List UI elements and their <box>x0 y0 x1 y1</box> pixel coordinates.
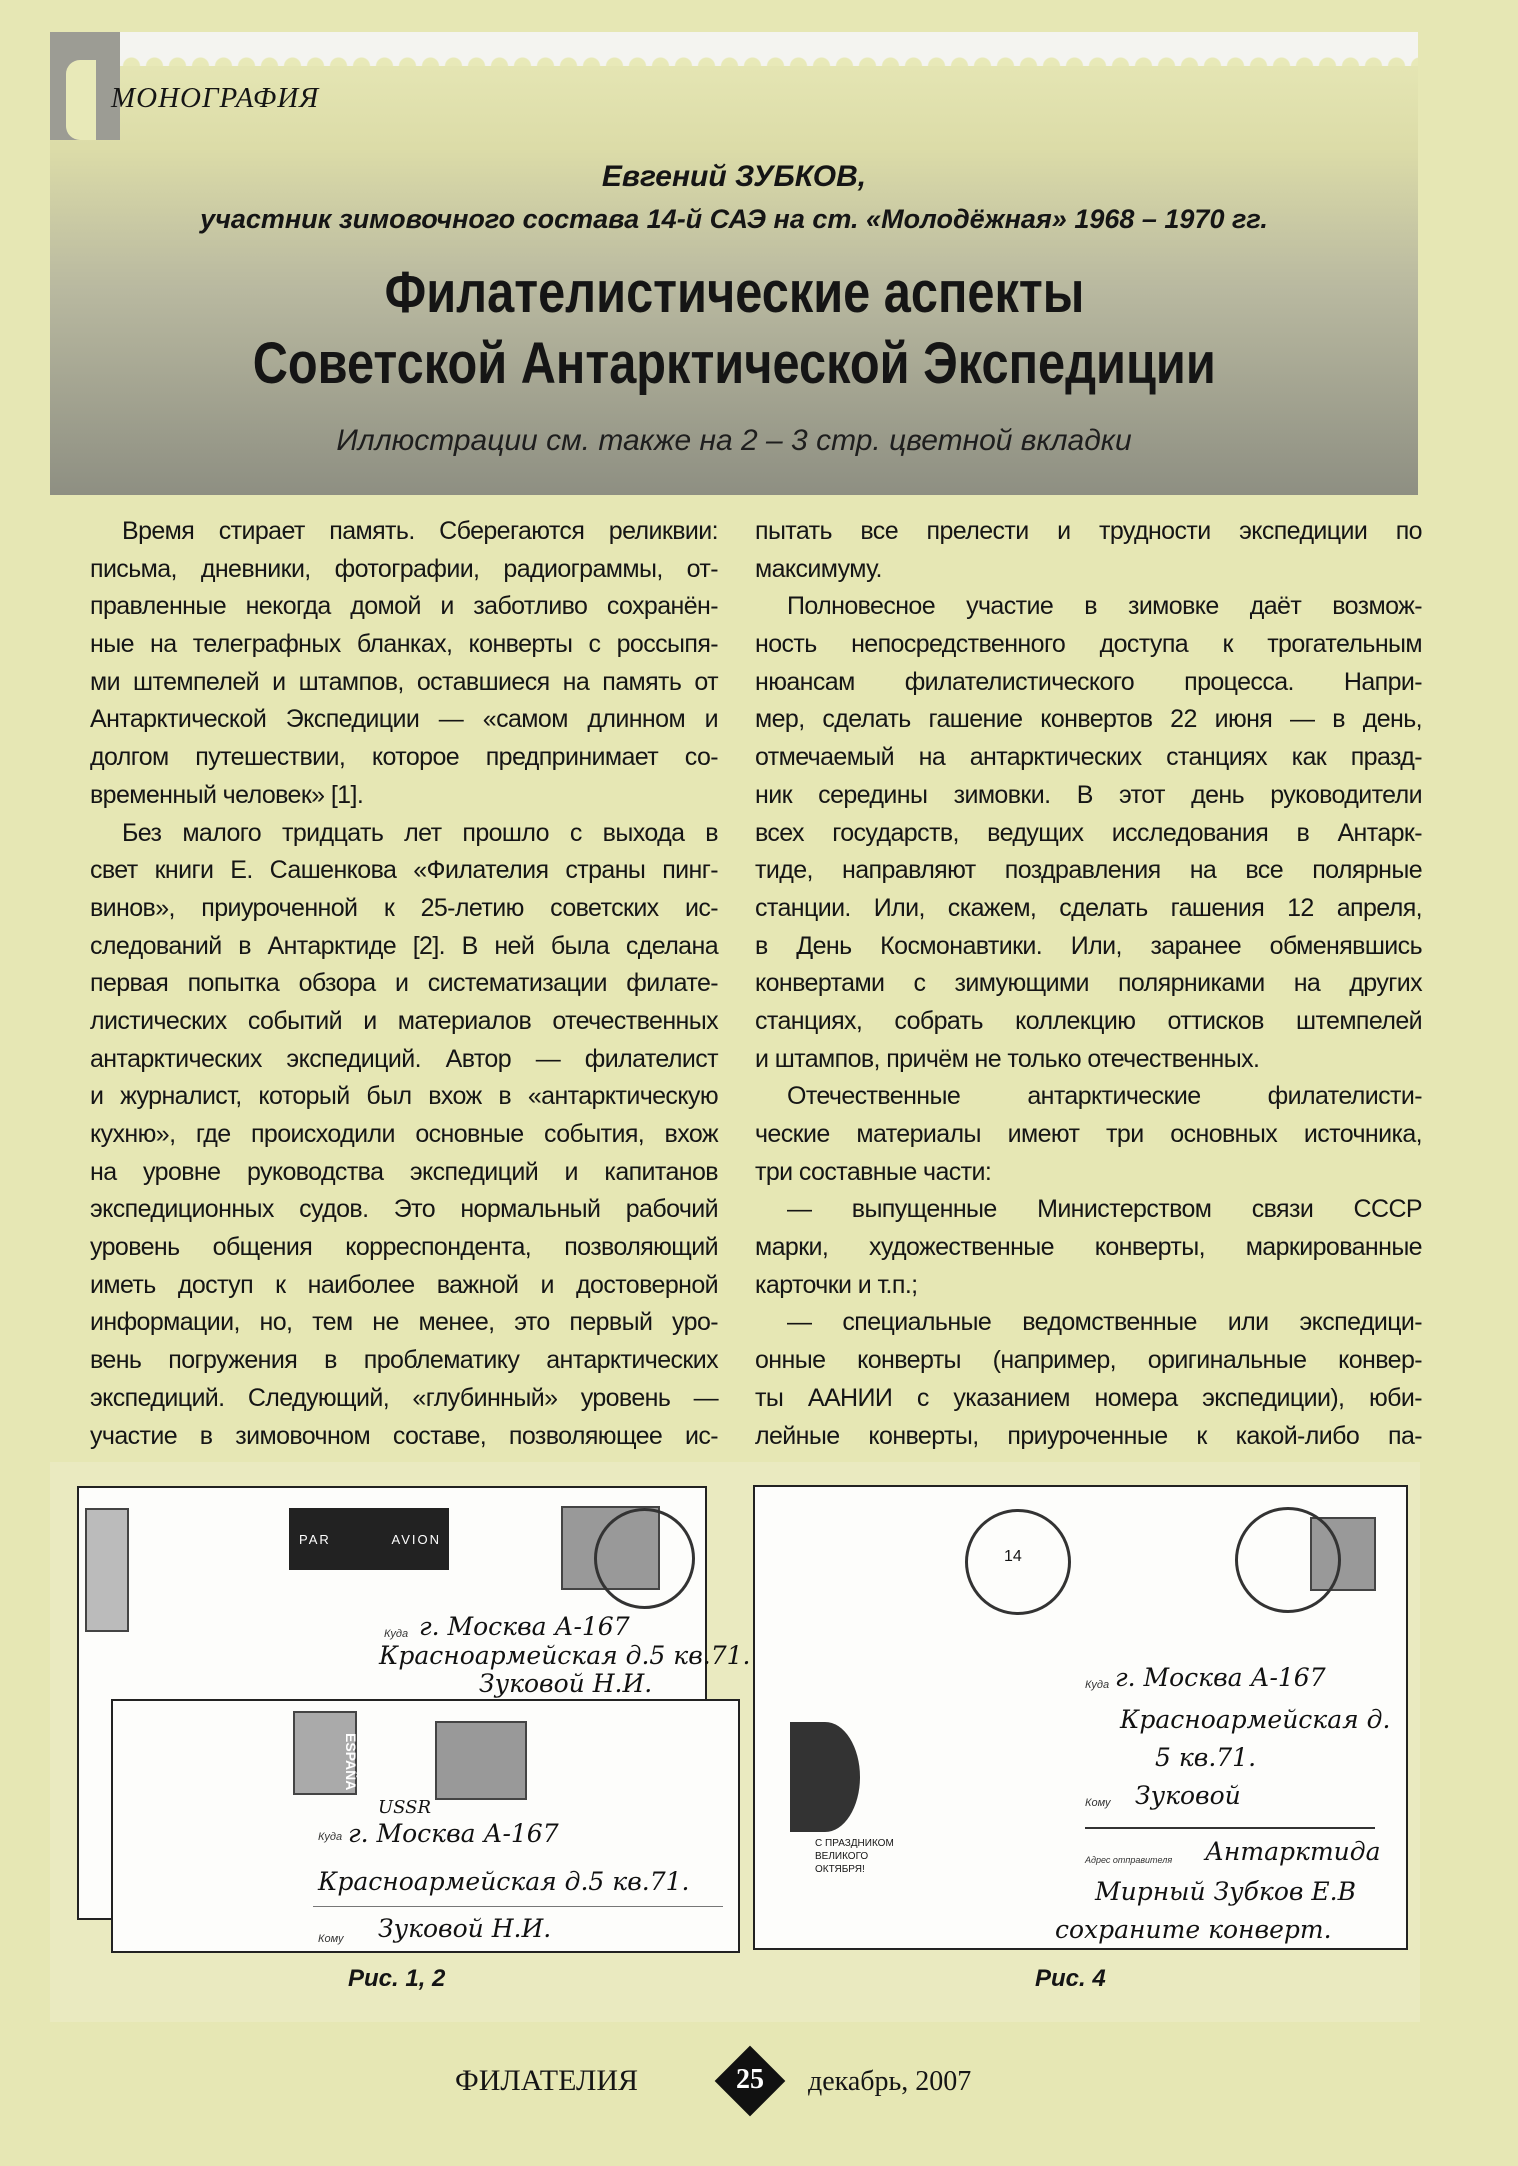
title-text: Советской Антарктической Экспедиции <box>252 331 1216 396</box>
text-line: — выпущенные Министерством связи СССР <box>787 1195 1422 1224</box>
text-line: листических событий и материалов отечественных <box>90 1006 718 1035</box>
avion-text: AVION <box>391 1532 441 1547</box>
text-line: экспедиционных судов. Это нормальный рабочий <box>90 1195 718 1224</box>
text-line: и журналист, который был вхож в «антарктическую <box>90 1082 718 1111</box>
text-line: тиде, направляют поздравления на все полярные <box>755 856 1422 885</box>
author-affiliation: участник зимовочного состава 14-й САЭ на ст. «Молодёжная» 1968 – 1970 гг. <box>200 204 1268 234</box>
spain-stamp <box>293 1711 357 1795</box>
text-line: иметь доступ к наиболее важной и достоверной <box>90 1270 718 1299</box>
figure-caption-left: Рис. 1, 2 <box>348 1965 446 1992</box>
text-line: отмечаемый на антарктических станциях как празд- <box>755 743 1422 772</box>
article-author: Евгений ЗУБКОВ, <box>601 160 867 193</box>
handwritten-name: Зуковой Н.И. <box>378 1914 552 1943</box>
text-line: временный человек» [1]. <box>90 780 364 809</box>
text-line: ные на телеграфных бланках, конверты с россыпя- <box>90 630 718 659</box>
text-line: экспедиций. Следующий, «глубинный» уровень — <box>90 1383 718 1412</box>
text-line: ты ААНИИ с указанием номера экспедиции), юби- <box>755 1383 1422 1412</box>
text-line: марки, художественные конверты, маркированные <box>755 1233 1422 1262</box>
text-line: ми штемпелей и штампов, оставшиеся на память от <box>90 667 718 696</box>
text-line: станции. Или, скажем, сделать гашения 12 апреля, <box>755 893 1422 922</box>
text-line: онные конверты (например, оригинальные конвер- <box>755 1346 1422 1375</box>
handwritten-address: Красноармейская д.5 кв.71. <box>318 1867 690 1896</box>
text-line: максимуму. <box>755 554 882 583</box>
rubric-label: МОНОГРАФИЯ <box>111 82 320 114</box>
label-to: Куда <box>384 1628 409 1640</box>
issue-date: декабрь, 2007 <box>808 2066 972 2097</box>
text-line: в День Космонавтики. Или, заранее обменявшись <box>755 931 1422 960</box>
handwritten-country: USSR <box>378 1797 432 1818</box>
figure-envelope-2 <box>111 1699 740 1953</box>
text-line: Отечественные антарктические филателисти- <box>787 1082 1422 1111</box>
text-line: ник середины зимовки. В этот день руководители <box>755 780 1422 809</box>
envelope-art <box>790 1722 860 1832</box>
greeting-line: С ПРАЗДНИКОМ <box>815 1838 894 1849</box>
label-sender: Адрес отправителя <box>1085 1855 1173 1865</box>
text-line: долгом путешествии, которое предпринимает со- <box>90 743 718 772</box>
handwritten-sender: Мирный Зубков Е.В <box>1095 1877 1356 1906</box>
text-line: Время стирает память. Сберегаются реликвии: <box>122 517 718 545</box>
text-line: лейные конверты, приуроченные к какой-либо па- <box>755 1421 1422 1450</box>
handwritten-note: сохраните конверт. <box>1055 1915 1332 1944</box>
body-column-left <box>90 513 718 1455</box>
handwritten-address: Красноармейская д. <box>1120 1705 1391 1734</box>
stamp-perforation-strip <box>120 32 1418 66</box>
text-line: ность непосредственного доступа к трогательным <box>755 630 1422 659</box>
handwritten-address: г. Москва А-167 <box>348 1819 559 1848</box>
text-line: — специальные ведомственные или экспедици- <box>787 1308 1422 1337</box>
figure-envelope-4 <box>753 1485 1408 1950</box>
text-line: Полновесное участие в зимовке даёт возмож- <box>787 592 1422 621</box>
text-line: правленные некогда домой и заботливо сохранён- <box>90 592 718 621</box>
avion-text: PAR <box>299 1532 331 1547</box>
handwritten-name: Зуковой Н.И. <box>479 1669 653 1698</box>
text-line: три составные части: <box>755 1157 992 1186</box>
text-line: ческие материалы имеют три основных источника, <box>755 1120 1422 1148</box>
label-to: Куда <box>1085 1679 1110 1691</box>
greeting-line: ОКТЯБРЯ! <box>815 1864 865 1875</box>
address-line <box>313 1906 723 1907</box>
text-line: Антарктической Экспедиции — «самом длинном и <box>90 705 718 734</box>
postmark <box>594 1508 695 1609</box>
postmark-number: 14 <box>1004 1548 1022 1565</box>
handwritten-address: г. Москва А-167 <box>419 1612 630 1641</box>
article-title-line1 <box>50 260 1418 325</box>
magazine-name: ФИЛАТЕЛИЯ <box>455 2064 639 2097</box>
text-line: кухню», где происходили основные события, вхож <box>90 1120 718 1148</box>
antarctic-postmark <box>965 1509 1071 1615</box>
text-line: участие в зимовочном составе, позволяющее ис- <box>90 1421 718 1450</box>
figure-caption-right: Рис. 4 <box>1035 1965 1106 1992</box>
ussr-stamp <box>435 1721 527 1800</box>
text-line: карточки и т.п.; <box>755 1270 918 1299</box>
text-line: следований в Антарктиде [2]. В ней была сделана <box>90 931 718 960</box>
handwritten-address: Красноармейская д.5 кв.71. <box>379 1641 751 1670</box>
air-mail-label <box>289 1508 449 1570</box>
label-whom: Кому <box>318 1933 344 1945</box>
text-line: письма, дневники, фотографии, радиограммы, от- <box>90 554 718 583</box>
meter-stamp <box>85 1508 129 1632</box>
handwritten-sender: Антарктида <box>1205 1837 1381 1866</box>
text-line: первая попытка обзора и систематизации филате- <box>90 969 718 998</box>
text-line: уровень общения корреспондента, позволяющий <box>90 1233 718 1262</box>
page-number: 25 <box>736 2064 764 2095</box>
text-line: свет книги Е. Сашенкова «Филателия страны пинг- <box>90 856 718 885</box>
text-line: нюансам филателистического процесса. Напри- <box>755 667 1422 696</box>
greeting-text <box>815 1837 894 1876</box>
greeting-line: ВЕЛИКОГО <box>815 1851 869 1862</box>
text-line: пытать все прелести и трудности экспедиции по <box>755 517 1422 545</box>
text-line: всех государств, ведущих исследования в Антарк- <box>755 818 1422 847</box>
text-line: Без малого тридцать лет прошло с выхода в <box>122 818 718 847</box>
body-column-right <box>755 513 1422 1455</box>
text-line: винов», приуроченной к 25-летию советских ис- <box>90 893 718 922</box>
article-title-line2 <box>50 331 1418 396</box>
text-line: на уровне руководства экспедиций и капитанов <box>90 1157 718 1186</box>
text-line: станциях, собрать коллекцию оттисков штемпелей <box>755 1006 1422 1035</box>
label-whom: Кому <box>1085 1797 1111 1809</box>
handwritten-address: 5 кв.71. <box>1155 1743 1257 1772</box>
title-text: Филателистические аспекты <box>384 260 1084 325</box>
stamp-country: ESPAÑA <box>343 1733 359 1791</box>
illustrations-note: Иллюстрации см. также на 2 – 3 стр. цветной вкладки <box>336 424 1132 457</box>
separator-line <box>1085 1827 1375 1829</box>
text-line: информации, но, тем не менее, это первый уро- <box>90 1308 718 1337</box>
rubric-tab-notch <box>66 60 96 140</box>
text-line: антарктических экспедиций. Автор — филателист <box>90 1044 718 1073</box>
text-line: вень погружения в проблематику антарктических <box>90 1346 718 1375</box>
text-line: мер, сделать гашение конвертов 22 июня — в день, <box>755 705 1422 734</box>
text-line: и штампов, причём не только отечественных. <box>755 1044 1260 1073</box>
handwritten-name: Зуковой <box>1135 1781 1241 1810</box>
label-to: Куда <box>318 1831 343 1843</box>
handwritten-address: г. Москва А-167 <box>1115 1663 1326 1692</box>
text-line: конвертами с зимующими полярниками на других <box>755 969 1422 998</box>
postmark <box>1235 1507 1341 1613</box>
